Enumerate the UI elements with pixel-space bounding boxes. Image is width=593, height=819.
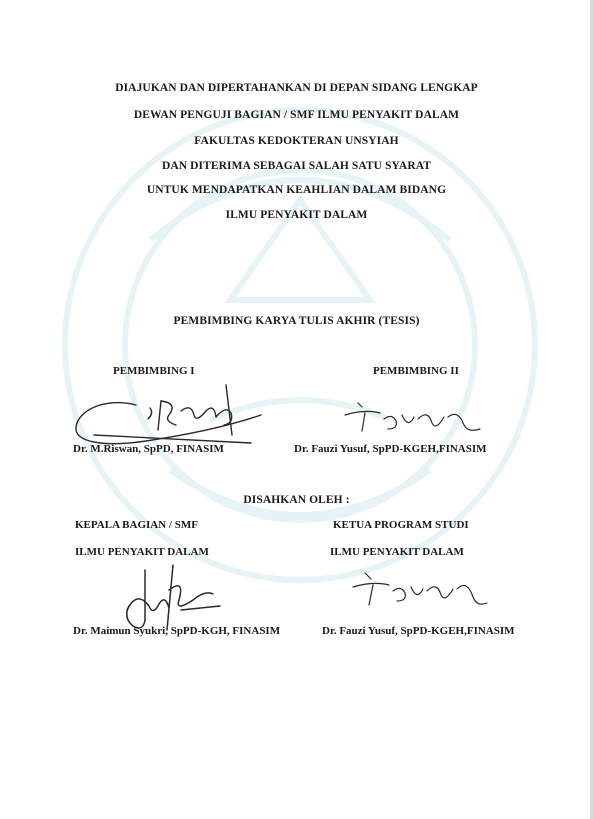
supervisors-title: PEMBIMBING KARYA TULIS AKHIR (TESIS) xyxy=(173,315,420,327)
approver-1-role-line-2: ILMU PENYAKIT DALAM xyxy=(75,546,209,558)
header-line-3: FAKULTAS KEDOKTERAN UNSYIAH xyxy=(194,135,399,147)
supervisor-2-role: PEMBIMBING II xyxy=(373,365,459,377)
header-line-4: DAN DITERIMA SEBAGAI SALAH SATU SYARAT xyxy=(161,160,432,172)
approver-1-role-line-1: KEPALA BAGIAN / SMF xyxy=(75,519,198,531)
header-line-6: ILMU PENYAKIT DALAM xyxy=(225,209,368,221)
supervisor-1-role: PEMBIMBING I xyxy=(113,365,195,377)
signature-supervisor-1 xyxy=(66,375,266,450)
header-line-2: DEWAN PENGUJI BAGIAN / SMF ILMU PENYAKIT DALAM xyxy=(133,109,460,121)
header-line-1: DIAJUKAN DAN DIPERTAHANKAN DI DEPAN SIDANG LENGKAP xyxy=(115,82,478,94)
approver-2-role-line-2: ILMU PENYAKIT DALAM xyxy=(330,546,464,558)
approver-1-name: Dr. Maimun Syukri, SpPD-KGH, FINASIM xyxy=(73,625,281,637)
signature-supervisor-2 xyxy=(340,395,490,440)
header-line-5: UNTUK MENDAPATKAN KEAHLIAN DALAM BIDANG xyxy=(146,184,447,196)
approval-title: DISAHKAN OLEH : xyxy=(243,494,350,506)
supervisor-1-name: Dr. M.Riswan, SpPD, FINASIM xyxy=(73,443,224,455)
approver-2-name: Dr. Fauzi Yusuf, SpPD-KGEH,FINASIM xyxy=(322,625,515,637)
supervisor-2-name: Dr. Fauzi Yusuf, SpPD-KGEH,FINASIM xyxy=(294,443,487,455)
signature-approver-2 xyxy=(345,565,495,615)
approver-2-role-line-1: KETUA PROGRAM STUDI xyxy=(333,519,469,531)
